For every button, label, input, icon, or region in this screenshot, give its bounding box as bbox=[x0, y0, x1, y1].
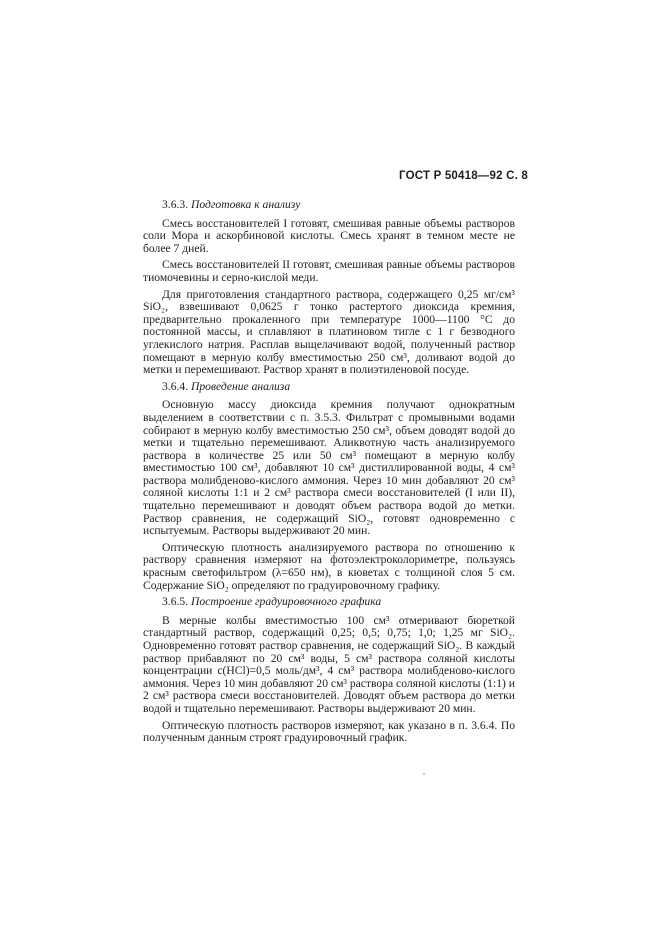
section-364-heading bbox=[143, 381, 515, 394]
section-365-paragraph-2: Оптическую плотность растворов измеряют, как указано в п. 3.6.4. По полученным данным строят градуировочный график. bbox=[143, 718, 515, 745]
scan-speck bbox=[423, 773, 425, 775]
section-363-heading bbox=[143, 199, 515, 212]
section-363-paragraph-1: Смесь восстановителей I готовят, смешивая равные объемы растворов соли Мора и аскорбиновой кислоты. Смесь хранят в темном месте не более 7 дней. bbox=[143, 216, 515, 255]
section-363-paragraph-3: Для приготовления стандартного раствора, содержащего 0,25 мг/см³ SiO₂, взвешивают 0,0625 г тонко растертого диоксида кремния, предварительно прокаленного при температуре 1000—1100 °C до постоянной массы, и сплавляют в платиновом тигле с 1 г безводного углекислого натрия. Расплав выщелачивают водой, полученный раствор помещают в мерную колбу вместимостью 250 см³, доливают водой до метки и перемешивают. Раствор хранят в полиэтиленовой посуде. bbox=[143, 287, 515, 377]
section-365-title: Построение градуировочного графика bbox=[191, 595, 382, 609]
section-364-paragraph-1: Основную массу диоксида кремния получают однократным выделением в соответствии с п. 3.5.3. Фильтрат с промывными водами собирают в мерную колбу вместимостью 250 см³, объем доводят водой до метки и тщательно перемешивают. Аликвотную часть анализируемого раствора в количестве 25 или 50 см³ помещают в мерную колбу вместимостью 100 см³, добавляют 10 см³ дистиллированной воды, 4 см³ раствора молибденово-кислого аммония. Через 10 мин добавляют 20 см³ соляной кислоты 1:1 и 2 см³ раствора смеси восстановителей (I или II), тщательно перемешивают и доводят объем раствора водой до метки. Раствор сравнения, не содержащий SiO₂, готовят одновременно с испытуемым. Растворы выдерживают 20 мин. bbox=[143, 398, 515, 538]
section-363-paragraph-2: Смесь восстановителей II готовят, смешивая равные объемы растворов тиомочевины и серно-кислой меди. bbox=[143, 258, 515, 284]
section-364-title: Проведение анализа bbox=[191, 379, 291, 393]
section-365-number: 3.6.5. bbox=[162, 595, 189, 609]
section-364-paragraph-2: Оптическую плотность анализируемого раствора по отношению к раствору сравнения измеряют на фотоэлектроколориметре, пользуясь красным светофильтром (λ=650 нм), в кюветах с толщиной слоя 5 см. Содержание SiO₂ определяют по градуировочному графику. bbox=[143, 540, 515, 592]
section-365-paragraph-1: В мерные колбы вместимостью 100 см³ отмеривают бюреткой стандартный раствор, содержащий 0,25; 0,5; 0,75; 1,0; 1,25 мг SiO₂. Одновременно готовят раствор сравнения, не содержащий SiO₂. В каждый раствор прибавляют по 20 см³ воды, 5 см³ раствора соляной кислоты концентрации c(HCl)=0,5 моль/дм³, 4 см³ раствора молибденово-кислого аммония. Через 10 мин добавляют 20 см³ раствора соляной кислоты (1:1) и 2 см³ раствора смеси восстановителей. Доводят объем раствора до метки водой и тщательно перемешивают. Растворы выдерживают 20 мин. bbox=[143, 613, 515, 715]
section-365-heading bbox=[143, 596, 515, 609]
section-364-number: 3.6.4. bbox=[162, 379, 189, 393]
section-363-title: Подготовка к анализу bbox=[191, 198, 301, 211]
page-header: ГОСТ Р 50418—92 С. 8 bbox=[399, 170, 528, 182]
section-363-number: 3.6.3. bbox=[162, 198, 189, 211]
document-body bbox=[143, 199, 515, 749]
